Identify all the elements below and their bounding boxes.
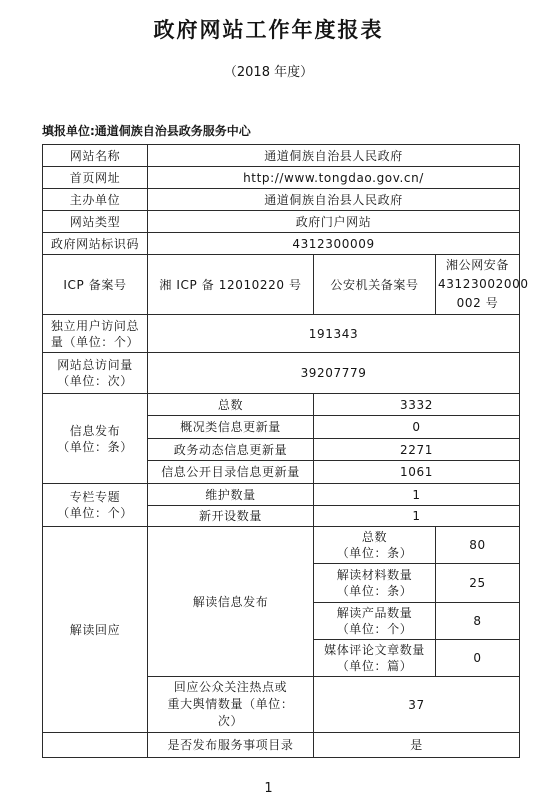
value-info-disclosure: 1061	[314, 461, 520, 484]
table-row	[43, 255, 520, 315]
page-number: 1	[264, 781, 273, 796]
label-interpret-publish: 解读信息发布	[148, 527, 314, 677]
empty-cell	[43, 733, 148, 758]
label-service-catalog: 是否发布服务事项目录	[148, 733, 314, 758]
value-column-new: 1	[314, 506, 520, 527]
value-interpret-total: 80	[436, 527, 520, 564]
table-row	[43, 394, 520, 416]
label-total-visits	[43, 353, 148, 394]
value-info-total: 3332	[314, 394, 520, 416]
label-line: 重大舆情数量（单位：	[167, 697, 294, 711]
filler-unit: 填报单位:通道侗族自治县政务服务中心	[42, 124, 251, 138]
police-record-line: 湘公网安备	[446, 258, 510, 272]
value-interpret-products: 8	[436, 603, 520, 640]
value-police-record	[436, 255, 529, 315]
label-info-overview: 概况类信息更新量	[148, 416, 314, 439]
report-table	[42, 144, 529, 758]
label-line: 专栏专题	[69, 490, 121, 504]
label-site-name: 网站名称	[43, 145, 148, 167]
value-host: 通道侗族自治县人民政府	[148, 189, 520, 211]
label-column-topics	[43, 484, 148, 527]
label-interpret-total	[314, 527, 436, 564]
label-info-total: 总数	[148, 394, 314, 416]
label-info-pub	[43, 394, 148, 484]
report-year: （2018 年度）	[223, 65, 314, 80]
label-line: 次）	[217, 714, 244, 728]
table-row	[43, 145, 520, 167]
label-interpret-materials	[314, 564, 436, 603]
label-response	[148, 677, 314, 733]
value-info-overview: 0	[314, 416, 520, 439]
value-interpret-materials: 25	[436, 564, 520, 603]
value-homepage: http://www.tongdao.gov.cn/	[148, 167, 520, 189]
label-site-type: 网站类型	[43, 211, 148, 233]
table-row	[43, 733, 520, 758]
table-row	[43, 233, 520, 255]
value-site-id: 4312300009	[148, 233, 520, 255]
table-row	[43, 167, 520, 189]
label-column-new: 新开设数量	[148, 506, 314, 527]
table-row	[43, 527, 520, 564]
label-line: 回应公众关注热点或	[173, 680, 288, 694]
label-line: （单位：条）	[336, 584, 413, 598]
table-row	[43, 315, 520, 353]
police-record-line: 002 号	[456, 296, 499, 310]
value-column-maintained: 1	[314, 484, 520, 506]
label-line: 解读材料数量	[336, 568, 413, 582]
label-icp: ICP 备案号	[43, 255, 148, 315]
label-line: 媒体评论文章数量	[324, 643, 425, 657]
label-info-disclosure: 信息公开目录信息更新量	[148, 461, 314, 484]
label-unique-visitors	[43, 315, 148, 353]
label-line: 量（单位：个）	[50, 334, 140, 349]
label-column-maintained: 维护数量	[148, 484, 314, 506]
label-line: 总数	[361, 530, 388, 544]
report-title: 政府网站工作年度报表	[153, 18, 384, 42]
value-site-name: 通道侗族自治县人民政府	[148, 145, 520, 167]
label-line: （单位：个）	[336, 622, 413, 636]
label-line: （单位：条）	[336, 546, 413, 560]
label-host: 主办单位	[43, 189, 148, 211]
label-interpret-media	[314, 640, 436, 677]
label-interpret: 解读回应	[43, 527, 148, 733]
label-line: （单位：条）	[57, 439, 133, 454]
value-total-visits: 39207779	[148, 353, 520, 394]
label-line: （单位：次）	[57, 374, 133, 388]
value-icp: 湘 ICP 备 12010220 号	[148, 255, 314, 315]
label-line: （单位：个）	[57, 506, 133, 520]
value-service-catalog: 是	[314, 733, 520, 758]
value-interpret-media: 0	[436, 640, 520, 677]
label-line: 网站总访问量	[57, 358, 133, 372]
label-interpret-products	[314, 603, 436, 640]
table-row	[43, 189, 520, 211]
value-site-type: 政府门户网站	[148, 211, 520, 233]
label-site-id: 政府网站标识码	[43, 233, 148, 255]
label-homepage: 首页网址	[43, 167, 148, 189]
label-line: 解读产品数量	[336, 606, 413, 620]
value-unique-visitors: 191343	[148, 315, 520, 353]
value-response: 37	[314, 677, 520, 733]
table-row	[43, 353, 520, 394]
label-police-record: 公安机关备案号	[314, 255, 436, 315]
label-info-news: 政务动态信息更新量	[148, 439, 314, 461]
table-row	[43, 211, 520, 233]
table-row	[43, 484, 520, 506]
police-record-line: 43123002000	[438, 277, 529, 291]
value-info-news: 2271	[314, 439, 520, 461]
label-line: 独立用户访问总	[50, 318, 140, 333]
label-line: （单位：篇）	[336, 659, 413, 673]
label-line: 信息发布	[69, 423, 121, 438]
